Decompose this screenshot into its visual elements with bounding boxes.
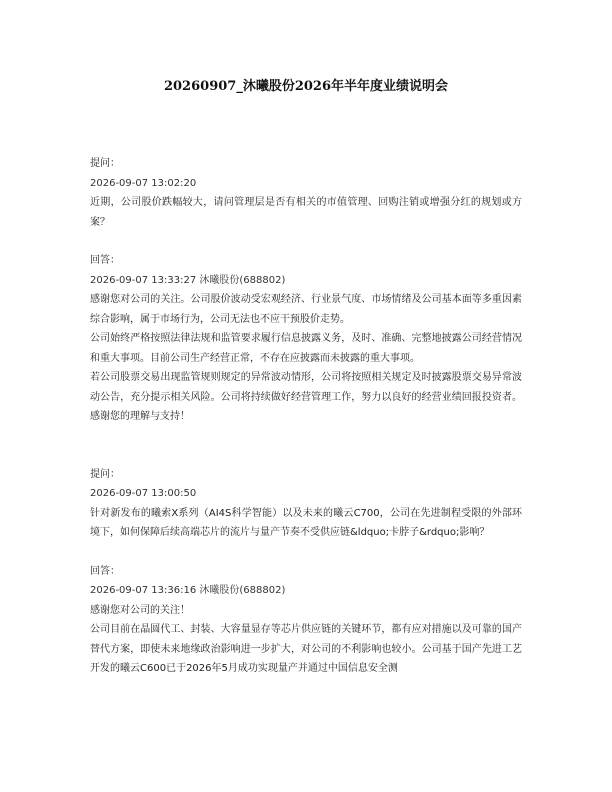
question-label: 提问： [90,468,120,480]
question-timestamp: 2026-09-07 13:00:50 [90,488,197,499]
answer-label: 回答： [90,255,120,266]
answer-paragraph: 感谢您对公司的关注。公司股价波动受宏观经济、行业景气度、市场情绪及公司基本面等多重因素综合影响，属于市场行为，公司无法也不应干预股价走势。 [90,294,522,325]
question-block [90,465,522,543]
question-label: 提问： [90,158,120,169]
answer-paragraph: 若公司股票交易出现监管规则规定的异常波动情形，公司将按照相关规定及时披露股票交易异常波动公告，充分提示相关风险。公司将持续做好经营管理工作，努力以良好的经营业绩回报投资者。感谢您的理解与支持！ [90,372,522,422]
question-text: 近期，公司股价跌幅较大，请问管理层是否有相关的市值管理、回购注销或增强分红的规划或方案？ [90,197,522,228]
question-block [90,154,522,232]
answer-paragraph: 公司目前在晶圆代工、封装、大容量显存等芯片供应链的关键环节，都有应对措施以及可靠的国产替代方案，即使未来地缘政治影响进一步扩大，对公司的不利影响也较小。公司基于国产先进工艺开发的曦云C600已于2026年5月成功实现量产并通过中国信息安全测 [90,624,522,674]
answer-paragraph: 感谢您对公司的关注！ [90,604,190,616]
answer-meta: 2026-09-07 13:33:27 沐曦股份(688802) [90,274,286,286]
question-text: 针对新发布的曦索X系列（AI4S科学智能）以及未来的曦云C700，公司在先进制程受限的外部环境下，如何保障后续高端芯片的流片与量产节奏不受供应链&ldquo;卡脖子&rdquo;影响？ [90,507,522,538]
question-timestamp: 2026-09-07 13:02:20 [90,177,197,189]
answer-block [90,251,522,427]
answer-meta: 2026-09-07 13:36:16 沐曦股份(688802) [90,585,286,596]
answer-block [90,562,522,679]
document-title: 20260907_沐曦股份2026年半年度业绩说明会 [163,79,449,94]
answer-label: 回答： [90,565,120,577]
answer-paragraph: 公司始终严格按照法律法规和监管要求履行信息披露义务，及时、准确、完整地披露公司经营情况和重大事项。目前公司生产经营正常，不存在应披露而未披露的重大事项。 [90,333,522,364]
